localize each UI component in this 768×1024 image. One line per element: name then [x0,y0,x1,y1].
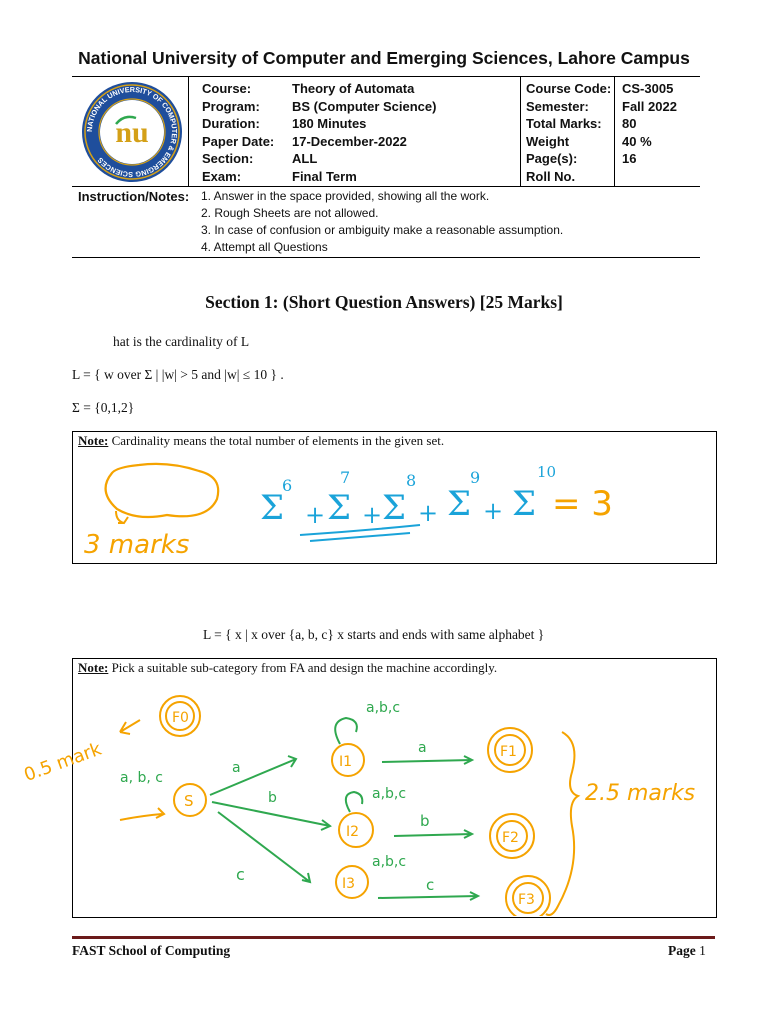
sigma-term: Σ [260,488,285,528]
state-label: F2 [502,830,519,846]
transition-label: c [236,865,245,884]
divider [188,77,189,187]
duration-value: 180 Minutes [292,116,367,131]
transition-arrow [382,756,472,764]
exponent: 6 [282,476,293,495]
brace [546,732,578,915]
pages-value: 16 [622,151,637,166]
plus: + [305,501,326,529]
transition-label: a [418,740,427,756]
weight-value: 40 % [622,133,652,149]
divider [520,77,521,187]
q1-handwritten-answer [72,431,715,562]
sigma-term: Σ [327,488,352,528]
exponent: 8 [406,471,417,490]
transition-label: b [268,790,277,806]
field-label: Exam: [202,168,242,184]
state-label: F1 [500,744,517,760]
sigma-term: Σ [447,484,472,524]
q2-language-definition: L = { x | x over {a, b, c} x starts and ends with same alphabet } [203,627,545,642]
exponent: 9 [470,468,481,487]
field-label: Course Code: [526,81,612,96]
plus: + [418,499,439,527]
plus: + [483,497,504,525]
section-title: Section 1: (Short Question Answers) [25 Marks] [205,292,563,312]
transition-arrow [210,756,296,795]
course-name: Theory of Automata [292,81,415,96]
field-label: Total Marks: [526,116,602,131]
loop-label: a,b,c [366,700,401,716]
footer-rule [72,936,715,939]
exponent: 7 [340,468,351,487]
field-label: Course: [202,81,252,96]
result: = 3 [552,484,613,524]
state-label: F0 [172,710,189,726]
arrow-doodle [120,720,140,734]
cloud-doodle [106,464,219,517]
state-label: F3 [518,892,535,908]
total-marks-value: 80 [622,116,637,131]
instruction-item: 1. Answer in the space provided, showing all the work. [201,189,490,203]
field-label: Section: [202,151,254,166]
transition-label: a [232,760,241,776]
state-label: I3 [342,876,356,892]
transition-label: c [426,876,435,894]
marks-annotation: 2.5 marks [585,781,696,806]
field-label: Duration: [202,116,260,131]
paper-date-value: 17-December-2022 [292,133,407,149]
semester-value: Fall 2022 [622,98,677,114]
note-label: Note: [78,660,109,675]
instruction-item: 4. Attempt all Questions [201,240,328,254]
start-arrow [120,808,164,820]
instruction-item: 2. Rough Sheets are not allowed. [201,206,379,220]
header-labels-right [526,80,611,185]
loop-label: a,b,c [372,854,407,870]
note-text: Pick a suitable sub-category from FA and design the machine accordingly. [108,660,498,675]
transition-arrow [212,802,330,830]
header-labels-left [202,80,274,185]
field-label: Roll No. [526,168,576,184]
course-code-value: CS-3005 [622,81,674,96]
logo-ring-text: NATIONAL UNIVERSITY OF COMPUTER & EMERGING SCIENCES [84,84,180,180]
field-label: Semester: [526,98,589,114]
field-label: Program: [202,98,260,114]
state-label: S [184,792,194,810]
exponent: 10 [537,463,557,481]
sum-expression [260,463,556,529]
q1-alphabet: Σ = {0,1,2} [72,400,135,415]
half-mark-annotation: 0.5 mark [21,738,105,786]
q1-language-definition: L = { w over Σ | |w| > 5 and |w| ≤ 10 } . [72,367,284,382]
instruction-item: 3. In case of confusion or ambiguity make a reasonable assumption. [201,223,564,237]
field-label: Paper Date: [202,133,275,149]
page-label: Page [668,943,696,958]
sigma-term: Σ [382,488,407,528]
header-values-left [292,80,436,185]
sigma-term: Σ [512,484,537,524]
instructions-label: Instruction/Notes: [78,189,190,204]
page-number: 1 [699,943,706,958]
divider [72,186,700,187]
plus: + [362,501,383,529]
transition-label: b [420,812,430,830]
divider [72,257,700,258]
program-name: BS (Computer Science) [292,98,437,114]
loop-label: a, b, c [120,770,163,786]
self-loop [335,718,357,744]
field-label: Weight [526,133,570,149]
transition-arrow [218,812,310,882]
loop-label: a,b,c [372,786,407,802]
logo-monogram: nu [115,116,149,149]
transition-arrow [394,830,472,838]
self-loop [346,792,363,812]
q2-handwritten-automaton [0,658,768,916]
state-label: I1 [339,754,353,770]
q1-question: hat is the cardinality of L [113,334,250,349]
divider [614,77,615,187]
marks-annotation: 3 marks [84,530,190,560]
note-text: Cardinality means the total number of elements in the given set. [108,433,445,448]
section-value: ALL [292,151,318,166]
header-values-right [622,80,677,168]
university-logo [80,80,184,184]
footer-school: FAST School of Computing [72,943,231,958]
note-label: Note: [78,433,109,448]
exam-value: Final Term [292,168,357,184]
state-label: I2 [346,824,360,840]
university-title: National University of Computer and Emerging Sciences, Lahore Campus [78,48,690,68]
field-label: Page(s): [526,151,578,166]
footer-page [668,943,706,959]
